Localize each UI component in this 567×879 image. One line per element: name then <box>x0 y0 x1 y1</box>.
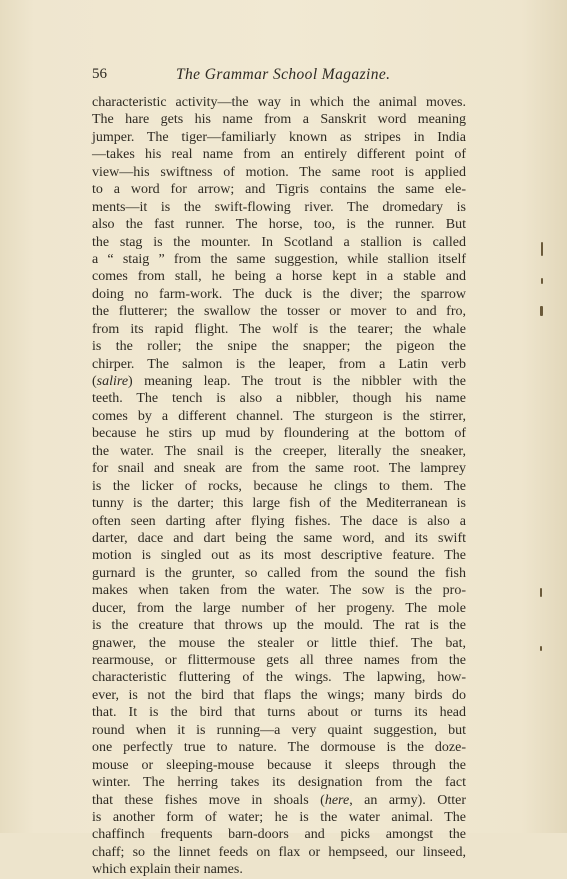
text-line <box>92 809 466 826</box>
text-segment: that these fishes move in shoals ( <box>92 792 325 808</box>
text-segment: ducer, from the large number of her progeny. The mole <box>92 600 466 616</box>
text-segment: gurnard is the grunter, so called from the sound the fish <box>92 565 466 581</box>
text-segment: ments—it is the swift-flowing river. The dromedary is <box>92 199 466 215</box>
text-line <box>92 704 466 721</box>
text-segment: is the roller; the snipe the snapper; the pigeon the <box>92 339 466 355</box>
text-segment: mouse or sleeping-mouse because it sleeps through the <box>92 757 466 773</box>
text-line <box>92 826 466 843</box>
text-segment: , an army). Otter <box>349 792 466 808</box>
text-line <box>92 582 466 599</box>
text-line <box>92 669 466 686</box>
text-segment: which explain their names. <box>92 862 243 878</box>
text-segment: that. It is the bird that turns about or turns its head <box>92 705 466 721</box>
text-segment: is the creature that throws up the mould. The rat is the <box>92 618 466 634</box>
text-line <box>92 94 466 111</box>
page-header <box>92 66 470 86</box>
text-segment: The hare gets his name from a Sanskrit word meaning <box>92 112 466 128</box>
text-line <box>92 373 466 390</box>
text-segment: —takes his real name from an entirely different point of <box>92 147 466 163</box>
text-line <box>92 216 466 233</box>
text-segment: chirper. The salmon is the leaper, from a Latin verb <box>92 356 466 372</box>
text-line <box>92 861 466 878</box>
text-segment: chaffinch frequents barn-doors and picks amongst the <box>92 827 466 843</box>
text-line <box>92 460 466 477</box>
text-segment: makes when taken from the water. The sow is the pro- <box>92 583 466 599</box>
text-line <box>92 234 466 251</box>
text-line <box>92 600 466 617</box>
text-segment: also the fast runner. The horse, too, is the runner. But <box>92 217 466 233</box>
text-line <box>92 478 466 495</box>
text-line <box>92 565 466 582</box>
text-line <box>92 722 466 739</box>
text-segment: jumper. The tiger—familiarly known as stripes in India <box>92 129 466 145</box>
text-segment: one perfectly true to nature. The dormouse is the doze- <box>92 740 466 756</box>
text-segment: is the licker of rocks, because he clings to them. The <box>92 478 466 494</box>
text-segment: ) meaning leap. The trout is the nibbler with the <box>128 374 466 389</box>
text-line <box>92 268 466 285</box>
text-line <box>92 443 466 460</box>
text-line <box>92 356 466 373</box>
paper-speck <box>540 306 543 316</box>
text-segment: ever, is not the bird that flaps the wings; many birds do <box>92 687 466 703</box>
text-line <box>92 338 466 355</box>
text-segment: view—his swiftness of motion. The same root is applied <box>92 164 466 180</box>
text-line <box>92 303 466 320</box>
text-line <box>92 513 466 530</box>
text-segment: round when it is running—a very quaint suggestion, but <box>92 722 466 738</box>
text-segment: the flutterer; the swallow the tosser or mover to and fro, <box>92 304 466 320</box>
text-segment: often seen darting after flying fishes. The dace is also a <box>92 513 466 529</box>
text-line <box>92 146 466 163</box>
text-segment: characteristic fluttering of the wings. The lapwing, how- <box>92 670 466 686</box>
text-line <box>92 757 466 774</box>
text-line <box>92 547 466 564</box>
text-line <box>92 286 466 303</box>
paper-speck <box>541 278 543 284</box>
italic-word: salire <box>96 374 129 389</box>
text-segment: because he stirs up mud by floundering at the bottom of <box>92 426 466 442</box>
text-segment: ( <box>92 374 97 389</box>
text-line <box>92 844 466 861</box>
text-segment: gnawer, the mouse the stealer or little thief. The bat, <box>92 635 466 651</box>
text-segment: to a word for arrow; and Tigris contains the same ele- <box>92 182 466 198</box>
text-segment: motion is singled out as its most descriptive feature. The <box>92 548 466 564</box>
text-segment: winter. The herring takes its designation from the fact <box>92 775 466 791</box>
text-line <box>92 792 466 809</box>
text-line <box>92 635 466 652</box>
text-line <box>92 425 466 442</box>
text-line <box>92 129 466 146</box>
text-line <box>92 495 466 512</box>
text-line <box>92 111 466 128</box>
body-text <box>92 94 466 879</box>
text-line <box>92 530 466 547</box>
text-segment: for snail and sneak are from the same root. The lamprey <box>92 461 466 477</box>
running-title: The Grammar School Magazine. <box>176 66 391 83</box>
paper-speck <box>540 588 542 597</box>
text-segment: a “ staig ” from the same suggestion, while stallion itself <box>92 251 466 267</box>
text-line <box>92 164 466 181</box>
text-segment: chaff; so the linnet feeds on flax or hempseed, our linseed, <box>92 844 466 860</box>
text-segment: doing no farm-work. The duck is the diver; the sparrow <box>92 286 466 302</box>
text-line <box>92 251 466 268</box>
italic-word: here <box>324 792 350 808</box>
text-line <box>92 390 466 407</box>
paper-speck <box>540 646 542 651</box>
text-segment: is another form of water; he is the water animal. The <box>92 809 466 825</box>
text-segment: the water. The snail is the creeper, literally the sneaker, <box>92 443 466 459</box>
text-segment: characteristic activity—the way in which the animal moves. <box>92 95 466 110</box>
text-segment: darter, dace and dart being the same word, and its swift <box>92 530 466 546</box>
text-line <box>92 321 466 338</box>
text-line <box>92 199 466 216</box>
text-segment: the stag is the mounter. In Scotland a stallion is called <box>92 234 466 250</box>
text-line <box>92 652 466 669</box>
paper-speck <box>541 242 543 256</box>
text-segment: comes from stall, he being a horse kept in a stable and <box>92 269 466 285</box>
text-line <box>92 687 466 704</box>
text-line <box>92 774 466 791</box>
text-line <box>92 617 466 634</box>
text-segment: tunny is the darter; this large fish of the Mediterranean is <box>92 496 466 512</box>
text-segment: comes by a different channel. The sturgeon is the stirrer, <box>92 408 466 424</box>
page-number: 56 <box>92 66 107 82</box>
text-line <box>92 739 466 756</box>
text-segment: rearmouse, or flittermouse gets all three names from the <box>92 653 466 668</box>
text-line <box>92 181 466 198</box>
text-segment: teeth. The tench is also a nibbler, though his name <box>92 391 466 407</box>
text-segment: from its rapid flight. The wolf is the tearer; the whale <box>92 321 466 337</box>
text-line <box>92 408 466 425</box>
